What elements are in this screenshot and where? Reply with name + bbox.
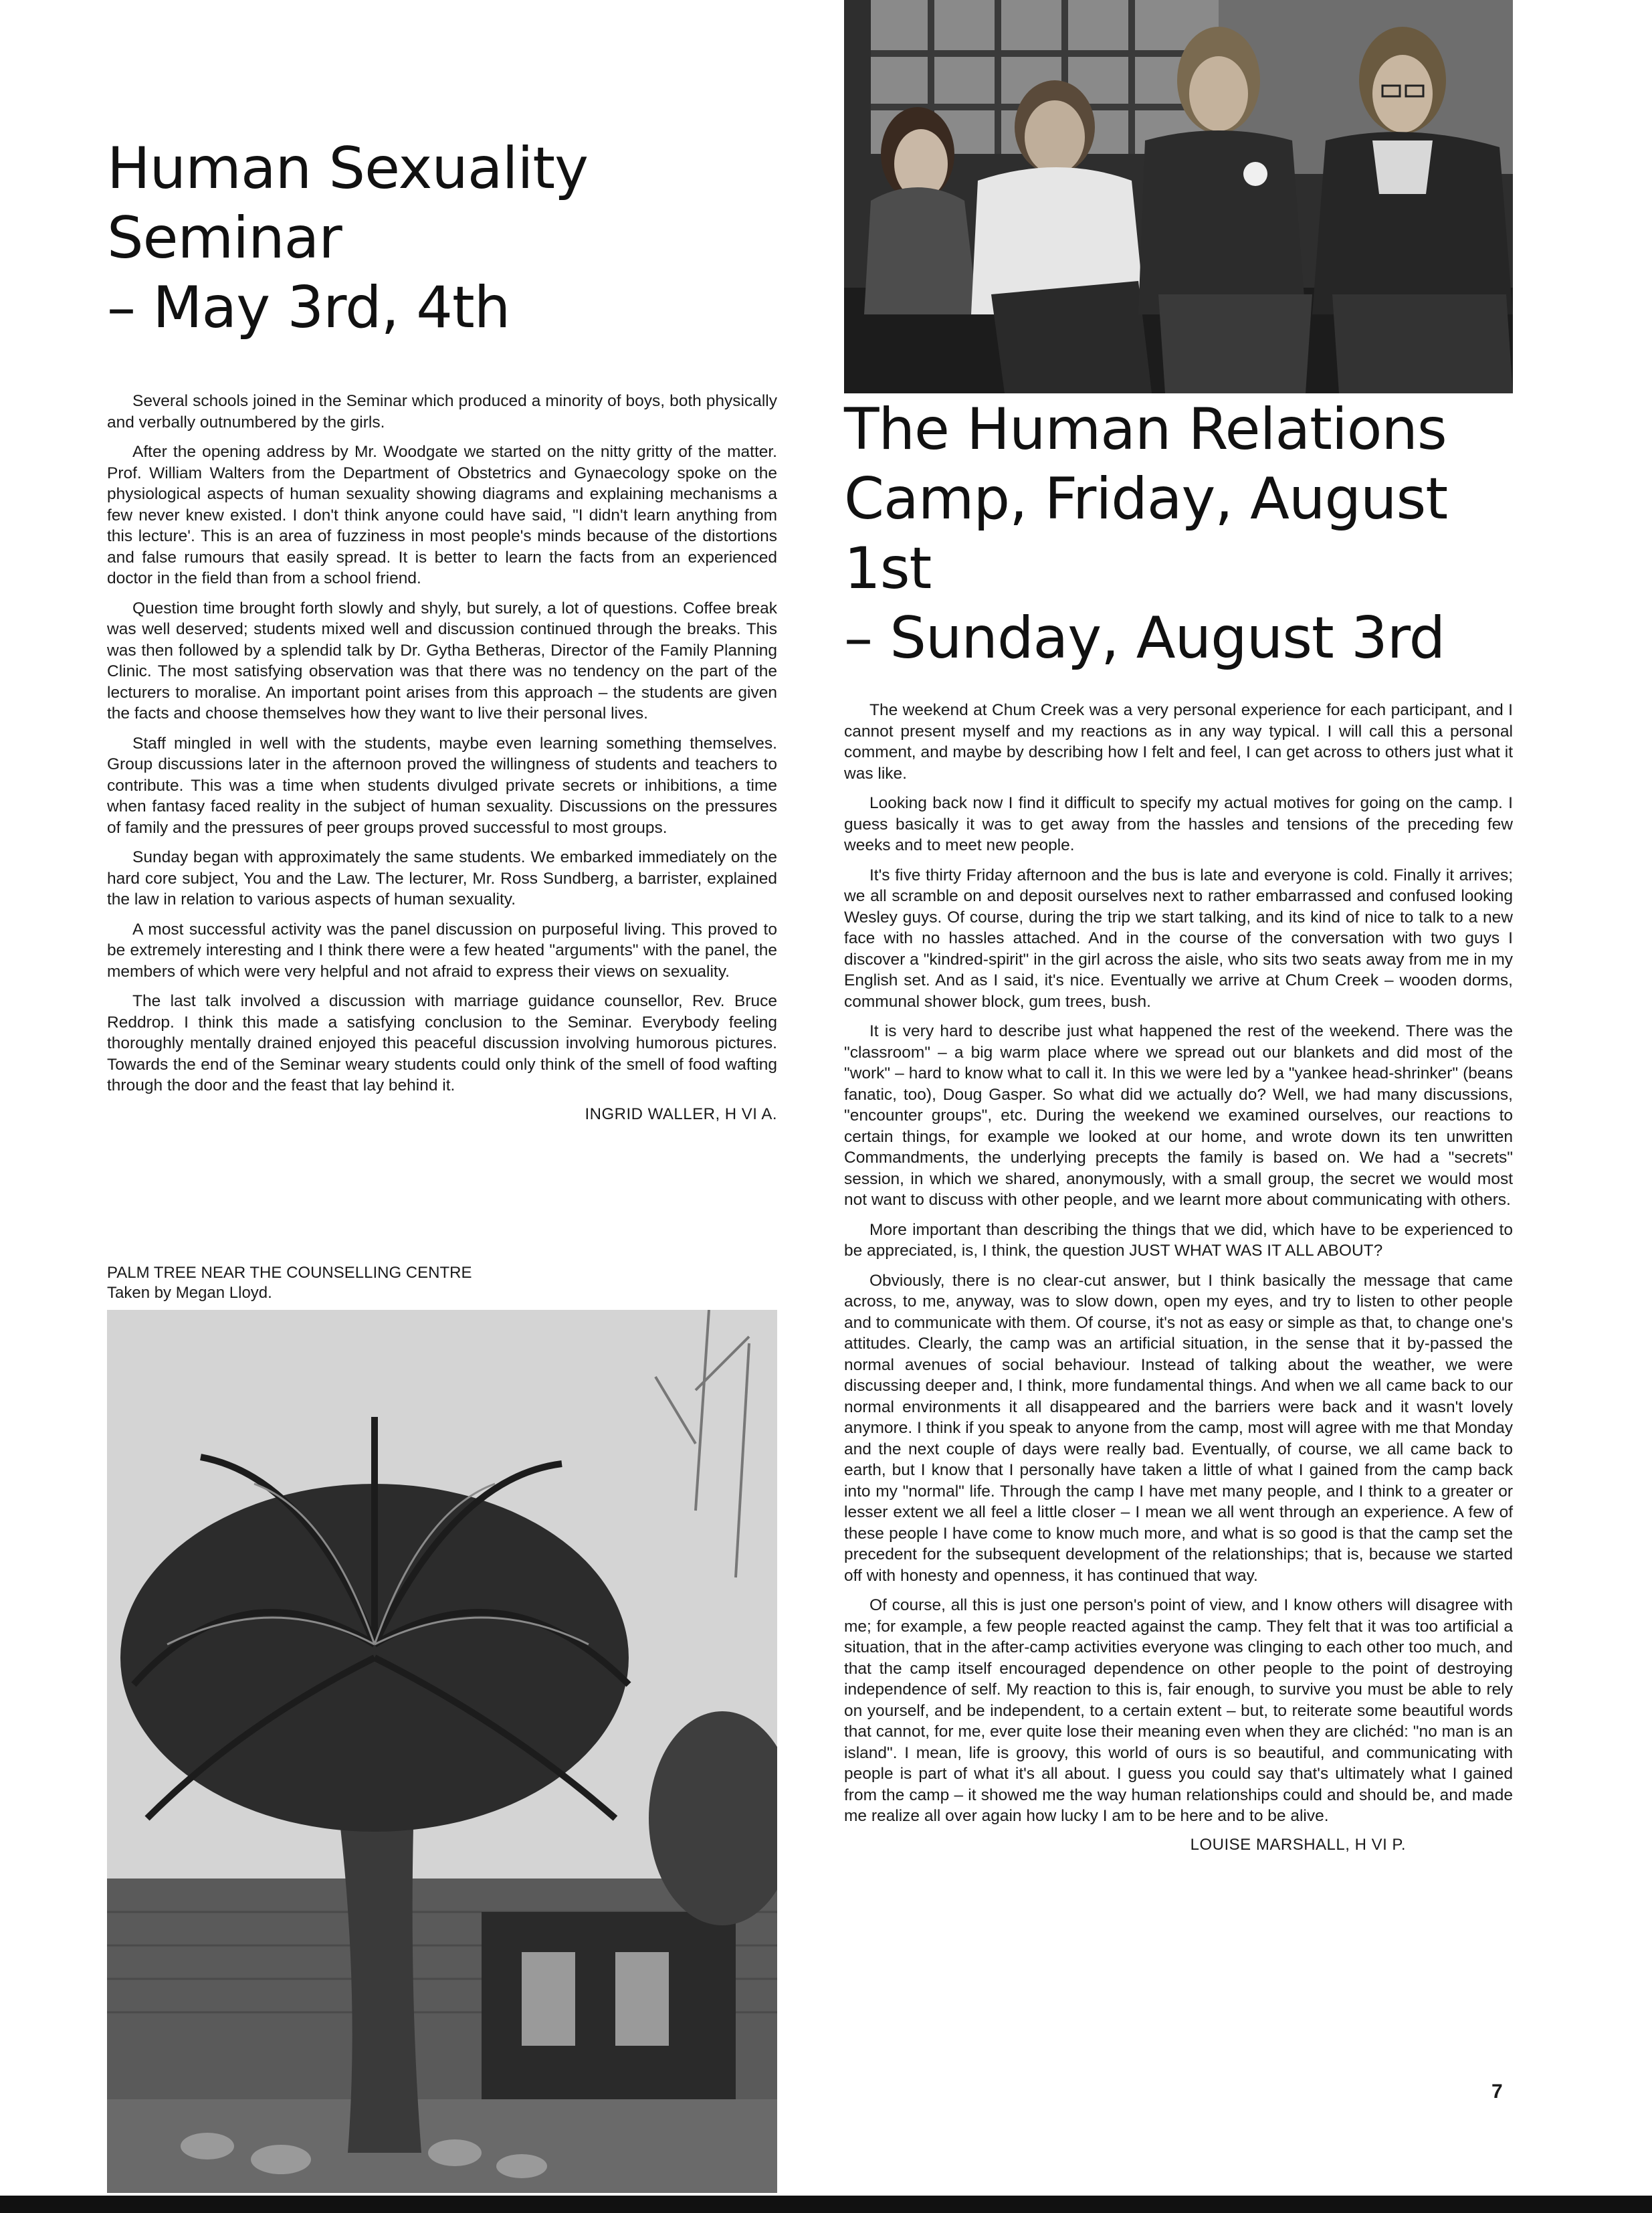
article-human-relations-camp — [844, 395, 1513, 1854]
article1-paragraph: Staff mingled in well with the students, maybe even learning something themselves. Group discussions later in the afternoon proved the willingness of students and teachers to contribute. This was a time when students divulged private secrets or inhibitions, a time when fantasy faced reality in the subject of human sexuality. Discussions on the pressures of family and the pressures of peer groups proved successful to most groups. — [107, 734, 777, 837]
article1-byline: INGRID WALLER, H VI A. — [585, 1104, 777, 1123]
article2-title — [844, 395, 1513, 673]
article2-title-line: The Human Relations — [844, 396, 1447, 463]
photo-caption — [107, 1263, 472, 1303]
article2-paragraph: Looking back now I find it difficult to specify my actual motives for going on the camp. I guess basically it was to get away from the hassles and tensions of the preceding few weeks and to meet new people. — [844, 794, 1513, 854]
article2-title-line: Camp, Friday, August 1st — [844, 466, 1448, 602]
article1-paragraph: Question time brought forth slowly and shyly, but surely, a lot of questions. Coffee break was well deserved; students mixed well and discussion continued through the breaks. This was then followed by a splendid talk by Dr. Gytha Betheras, Director of the Family Planning Clinic. The most satisfying observation was that there was no tendency on the part of the lecturers to moralise. An important point arises from this approach – the students are given the facts and choose themselves how they want to live their personal lives. — [107, 599, 777, 723]
article1-paragraph: After the opening address by Mr. Woodgate we started on the nitty gritty of the matter. Prof. William Walters from the Department of Obstetrics and Gynaecology spoke on the physiological aspects of human sexuality showing diagrams and explaining mechanisms a few never knew existed. I don't think anyone could have said, "I didn't learn anything from this lecture'. This is an area of fuzziness in most people's minds because of the distortions and false rumours that easily spread. It is better to learn the facts from an experienced doctor in the field than from a school friend. — [107, 443, 777, 587]
article1-paragraph: A most successful activity was the panel discussion on purposeful living. This proved to be extremely interesting and I think there were a few heated "arguments" with the panel, the members of which were very helpful and not afraid to express their views on sexuality. — [107, 920, 777, 981]
photo-caption-credit: Taken by Megan Lloyd. — [107, 1284, 272, 1302]
article1-title — [107, 134, 777, 343]
article2-paragraph: It is very hard to describe just what happened the rest of the weekend. There was the "classroom" – a big warm place where we spread out our blankets and did most of the "work" – hard to know what to call it. In this we were led by a "yankee head-shrinker" (beans fanatic, too), Doug Gasper. So what did we actually do? Well, we had many discussions, "encounter groups", etc. During the weekend we examined ourselves, our reactions to certain things, for example we looked at our home, and wrote down its ten unwritten Commandments, the underlying precepts the family is based on. We had a "secrets" session, in which we shared, anonymously, with a small group, the secret we would most not want to discuss with other people, and we learnt more about communicating with others. — [844, 1022, 1513, 1209]
article2-paragraph: It's five thirty Friday afternoon and the bus is late and everyone is cold. Finally it arrives; we all scramble on and deposit ourselves next to rather embarrassed and confused looking Wesley guys. Of course, during the trip we start talking, and its kind of nice to talk to a new face with no hassles attached. And in the course of the conversation with two guys I discover a "kindred-spirit" in the girl across the aisle, who sits two seats away from me in my English set. And as I said, it's nice. Eventually we arrive at Chum Creek – wooden dorms, communal shower block, gum trees, bush. — [844, 866, 1513, 1011]
article1-title-line: Human Sexuality Seminar — [107, 135, 588, 272]
article2-paragraph: The weekend at Chum Creek was a very personal experience for each participant, and I cannot present myself and my reactions as in any way typical. I will call this a personal comment, and maybe by describing how I felt and feel, I can get across to others just what it was like. — [844, 701, 1513, 783]
scan-edge-bar — [0, 2196, 1652, 2213]
article2-byline: LOUISE MARSHALL, H VI P. — [1190, 1835, 1406, 1854]
article2-paragraph: More important than describing the things that we did, which have to be experienced to be appreciated, is, I think, the question JUST WHAT WAS IT ALL ABOUT? — [844, 1220, 1513, 1260]
article2-paragraph: Of course, all this is just one person's point of view, and I know others will disagree with me; for example, a few people reacted against the camp. They felt that it was too artificial a situation, that in the after-camp activities everyone was clinging to each other too much, and that the camp itself encouraged dependence on other people to the point of destroying independence of self. My reaction to this is, fair enough, to survive you must be able to rely on yourself, and be independent, to a certain extent – but, to reiterate some beautiful words that cannot, for me, ever quite lose their meaning even when they are clichéd: "no man is an island". I mean, life is groovy, this world of ours is so beautiful, and communicating with people is part of what it's all about. I guess you could say that's ultimately what I gained from the camp – it showed me the way human relationships could and should be, and made me realize all over again how lucky I am to be here and to be alive. — [844, 1596, 1513, 1825]
page-number: 7 — [1491, 2081, 1503, 2103]
article1-paragraph: Several schools joined in the Seminar which produced a minority of boys, both physically and verbally outnumbered by the girls. — [107, 392, 777, 431]
palm-tree-photo — [107, 1310, 777, 2193]
article1-body — [107, 391, 777, 1096]
article1-paragraph: Sunday began with approximately the same students. We embarked immediately on the hard core subject, You and the Law. The lecturer, Mr. Ross Sundberg, a barrister, explained the law in relation to various aspects of human sexuality. — [107, 848, 777, 908]
photo-caption-title: PALM TREE NEAR THE COUNSELLING CENTRE — [107, 1264, 472, 1282]
article1-title-line: – May 3rd, 4th — [107, 274, 510, 341]
article2-title-line: – Sunday, August 3rd — [844, 605, 1445, 672]
palm-tree-illustration — [107, 1310, 777, 2193]
article2-body — [844, 700, 1513, 1827]
students-photo — [844, 0, 1513, 393]
article-human-sexuality-seminar — [107, 134, 777, 1124]
article1-paragraph: The last talk involved a discussion with marriage guidance counsellor, Rev. Bruce Reddrop. I think this made a satisfying conclusion to the Seminar. Everybody feeling thoroughly mentally drained enjoyed this peaceful discussion involving humorous pictures. Towards the end of the Seminar weary students could only think of the smell of food wafting through the door and the feast that lay behind it. — [107, 992, 777, 1094]
students-photo-illustration — [844, 0, 1513, 393]
article2-paragraph: Obviously, there is no clear-cut answer, but I think basically the message that came across, to me, anyway, was to slow down, open my eyes, and try to listen to other people and to communicate with them. Of course, it's not as easy or simple as that, to change one's attitudes. Clearly, the camp was an artificial situation, in the sense that it by-passed the normal avenues of social behaviour. Instead of talking about the weather, we were discussing deeper and, I think, more fundamental things. And when we all came back to our normal environments it all disappeared and the barriers were back and it wasn't lovely anymore. I think if you speak to anyone from the camp, most will agree with me that Monday and the next couple of days were really bad. Eventually, of course, we all came back to earth, but I know that I personally have taken a little of what I gained from the camp back into my "normal" life. Through the camp I have met many people, and I think to a greater or lesser extent we all feel a little closer – I mean we all went through an experience. A few of these people I have come to know much more, and what is so good is that the camp set the precedent for the subsequent development of the relationships; that is, because we started off with honesty and openness, it has continued that way. — [844, 1271, 1513, 1585]
